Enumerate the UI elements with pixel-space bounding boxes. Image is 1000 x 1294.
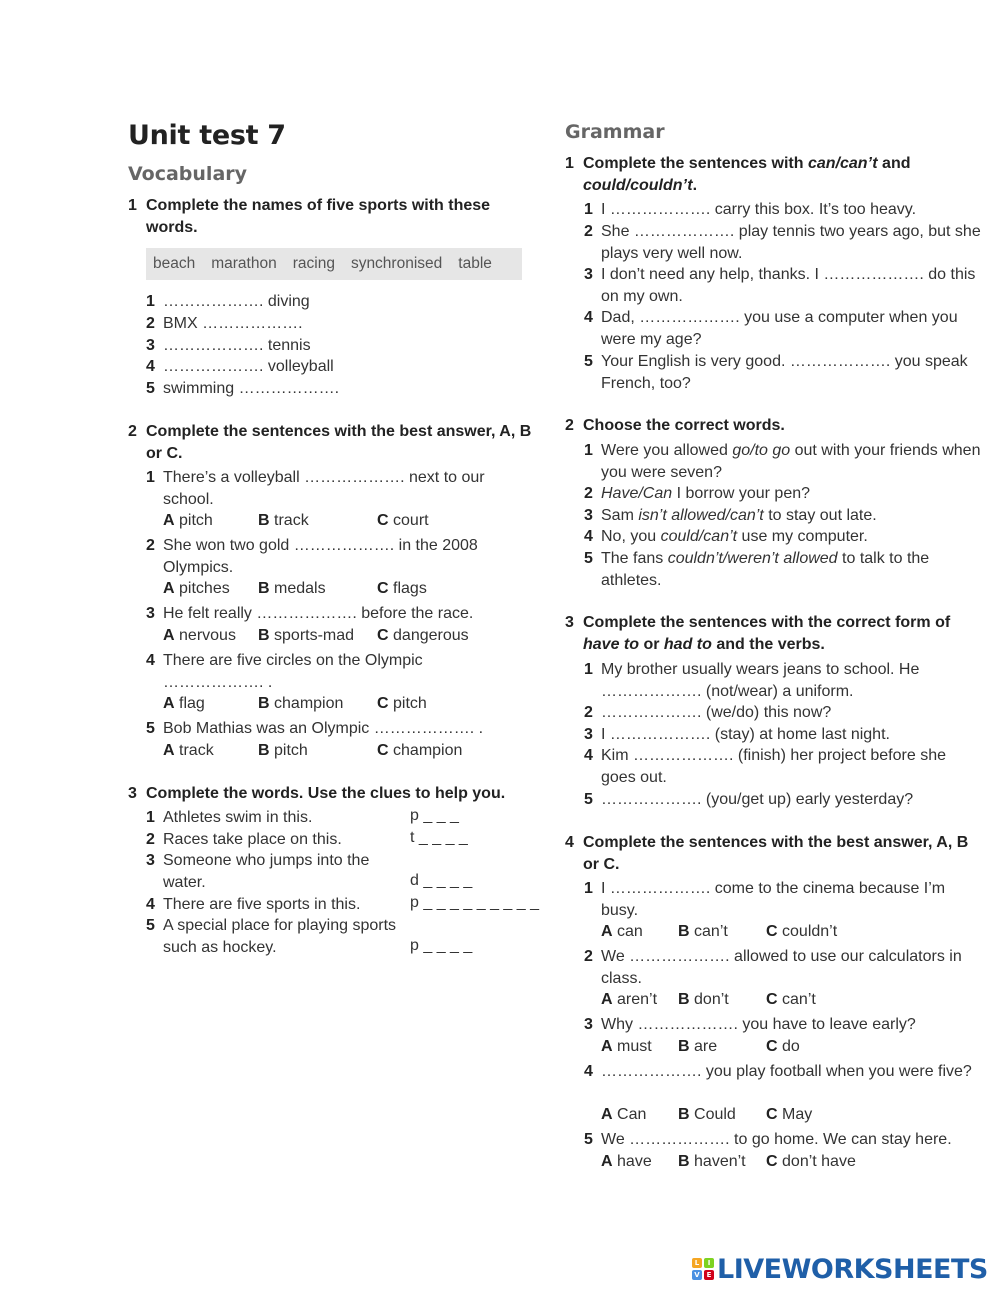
clue-answer: t _ _ _ _ — [410, 829, 468, 846]
grammar-ex4-instruction: 4 Complete the sentences with the best answer, A, B or C. — [565, 834, 969, 873]
grammar-ex2-item: 3 Sam isn’t allowed/can’t to stay out late. — [584, 507, 877, 524]
grammar-heading: Grammar — [565, 121, 665, 143]
grammar-ex4-item: 1 I ………………. come to the cinema because I’m busy. — [584, 880, 946, 919]
grammar-ex1-item: 2 She ………………. play tennis two years ago, but she plays very well now. — [584, 223, 981, 262]
grammar-ex2-item: 5 The fans couldn’t/weren’t allowed to talk to the athletes. — [584, 550, 930, 589]
vocab-ex2-item: 5 Bob Mathias was an Olympic ………………. . — [146, 720, 484, 737]
grammar-ex2-instruction: 2 Choose the correct words. — [565, 417, 785, 434]
vocab-ex1-instruction — [128, 195, 538, 239]
grammar-ex2-item: 2 Have/Can I borrow your pen? — [584, 485, 811, 502]
clue-answer: p _ _ _ _ — [410, 937, 473, 954]
word-box — [146, 248, 522, 280]
answer-options: A Can B Could C May — [601, 1106, 813, 1123]
exercise-number: 1 — [128, 197, 137, 214]
liveworksheets-logo-icon — [692, 1258, 714, 1280]
grammar-ex3-item: 1 My brother usually wears jeans to school. He ………………. (not/wear) a uniform. — [584, 661, 920, 700]
clue-item: 5 A special place for playing sports such as hockey. — [146, 917, 397, 956]
clue-item: 3 Someone who jumps into the water. — [146, 852, 370, 891]
instruction-text: Complete the names of five sports with these words. — [146, 197, 491, 236]
vocab-ex2-item: 1 There’s a volleyball ………………. next to our school. — [146, 469, 485, 508]
grammar-ex3-item: 5 ………………. (you/get up) early yesterday? — [584, 791, 914, 808]
vocabulary-heading: Vocabulary — [128, 163, 248, 185]
grammar-ex4-item: 5 We ………………. to go home. We can stay here. — [584, 1131, 952, 1148]
answer-options: A pitches B medals C flags — [163, 580, 427, 597]
clue-item: 2 Races take place on this. — [146, 831, 342, 848]
logo-text: LIVEWORKSHEETS — [717, 1253, 988, 1285]
logo-mark-tile: V — [692, 1270, 702, 1280]
vocab-ex1-item: 4 ………………. volleyball — [146, 358, 334, 375]
liveworksheets-logo[interactable] — [692, 1254, 988, 1284]
page-title: Unit test 7 — [128, 120, 286, 151]
word-box-item: beach — [153, 255, 196, 272]
vocab-ex1-item: 2 BMX ………………. — [146, 315, 303, 332]
answer-options: A nervous B sports-mad C dangerous — [163, 627, 469, 644]
logo-mark-tile: L — [692, 1258, 702, 1268]
grammar-ex1-item: 4 Dad, ………………. you use a computer when you were my age? — [584, 309, 958, 348]
grammar-ex1-instruction: 1 Complete the sentences with can/can’t and could/couldn’t. — [565, 155, 911, 194]
grammar-ex1-item: 1 I ………………. carry this box. It’s too heavy. — [584, 201, 917, 218]
grammar-ex2-item: 4 No, you could/can’t use my computer. — [584, 528, 868, 545]
vocab-ex1-item: 5 swimming ………………. — [146, 380, 340, 397]
grammar-ex1-item: 5 Your English is very good. ………………. you speak French, too? — [584, 353, 968, 392]
grammar-ex1-item: 3 I don’t need any help, thanks. I ………………. do this on my own. — [584, 266, 976, 305]
vocab-ex3-instruction: 3 Complete the words. Use the clues to help you. — [128, 785, 506, 802]
answer-options: A must B are C do — [601, 1038, 800, 1055]
vocab-ex2-instruction: 2 Complete the sentences with the best answer, A, B or C. — [128, 423, 532, 462]
clue-answer: p _ _ _ — [410, 807, 459, 824]
answer-options: A flag B champion C pitch — [163, 695, 427, 712]
grammar-ex4-item: 2 We ………………. allowed to use our calculators in class. — [584, 948, 962, 987]
clue-item: 1 Athletes swim in this. — [146, 809, 313, 826]
grammar-ex4-item: 4 ………………. you play football when you were five? — [584, 1063, 972, 1080]
answer-options: A track B pitch C champion — [163, 742, 463, 759]
logo-mark-tile: E — [704, 1270, 714, 1280]
word-box-item: synchronised — [350, 255, 443, 272]
vocab-ex1-item: 1 ………………. diving — [146, 293, 310, 310]
grammar-ex3-instruction: 3 Complete the sentences with the correct form of have to or had to and the verbs. — [565, 614, 951, 653]
vocab-ex2-item: 3 He felt really ………………. before the race. — [146, 605, 474, 622]
grammar-ex3-item: 4 Kim ………………. (finish) her project before she goes out. — [584, 747, 946, 786]
vocab-ex1-item: 3 ………………. tennis — [146, 337, 311, 354]
vocab-ex2-item: 4 There are five circles on the Olympic ………………. . — [146, 652, 423, 691]
answer-options: A can B can’t C couldn’t — [601, 923, 838, 940]
answer-options: A have B haven’t C don’t have — [601, 1153, 856, 1170]
grammar-ex2-item: 1 Were you allowed go/to go out with your friends when you were seven? — [584, 442, 981, 481]
word-box-item: marathon — [211, 255, 277, 272]
grammar-ex3-item: 2 ………………. (we/do) this now? — [584, 704, 832, 721]
clue-item: 4 There are five sports in this. — [146, 896, 361, 913]
clue-answer: d _ _ _ _ — [410, 872, 473, 889]
answer-options: A aren’t B don’t C can’t — [601, 991, 816, 1008]
grammar-ex4-item: 3 Why ………………. you have to leave early? — [584, 1016, 916, 1033]
answer-options: A pitch B track C court — [163, 512, 429, 529]
vocab-ex2-item: 2 She won two gold ………………. in the 2008 Olympics. — [146, 537, 478, 576]
word-box-item: table — [458, 255, 492, 272]
logo-mark-tile: I — [704, 1258, 714, 1268]
grammar-ex3-item: 3 I ………………. (stay) at home last night. — [584, 726, 890, 743]
word-box-item: racing — [292, 255, 335, 272]
clue-answer: p _ _ _ _ _ _ _ _ _ — [410, 894, 539, 911]
